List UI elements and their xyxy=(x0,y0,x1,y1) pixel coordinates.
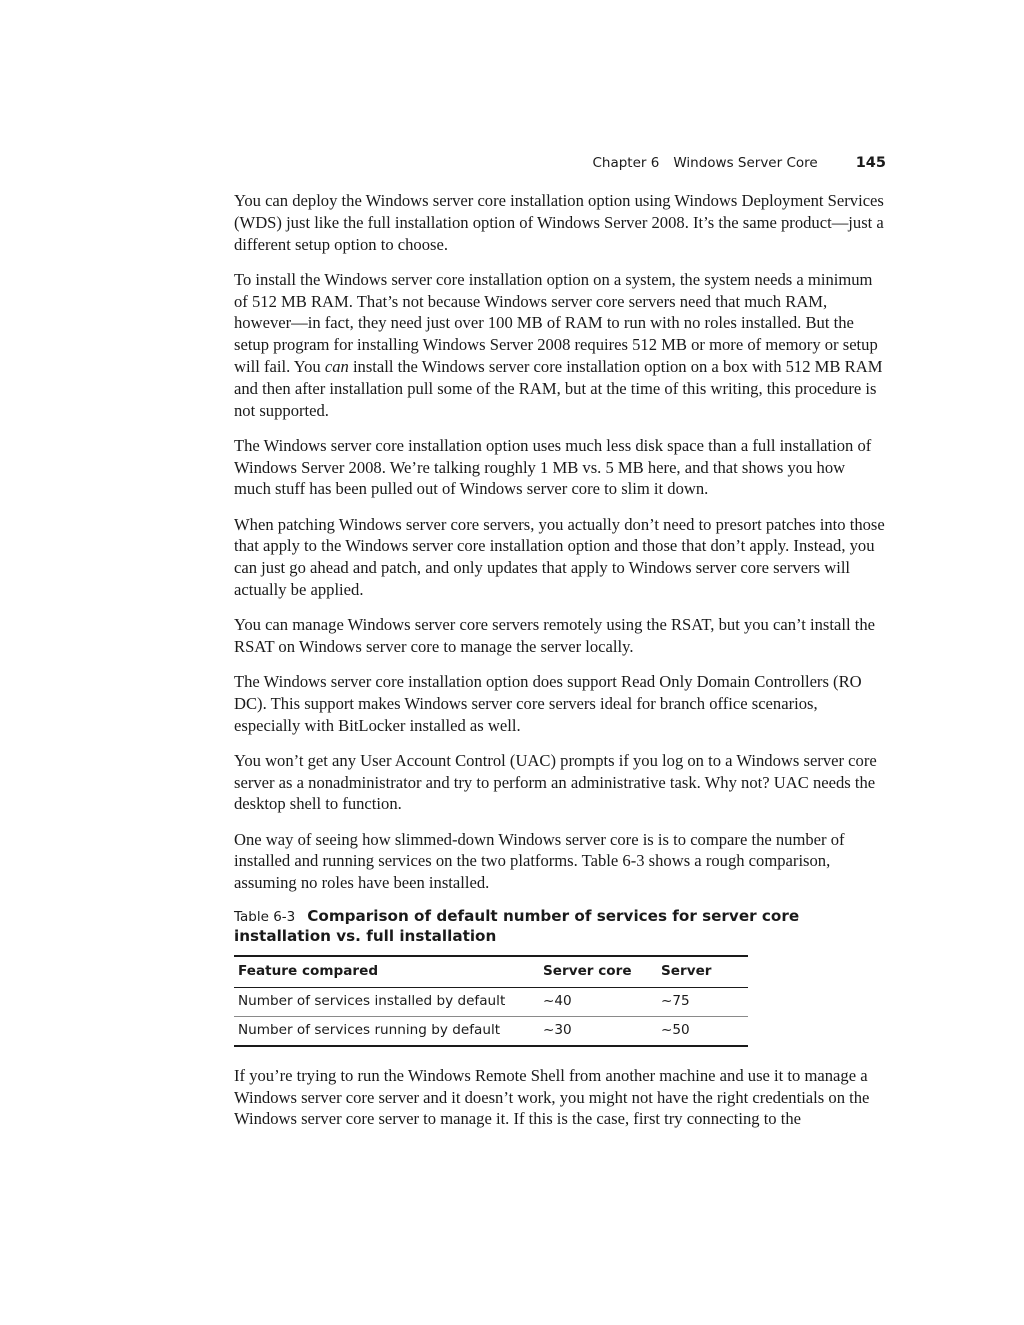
paragraph-rodc: The Windows server core installation option does support Read Only Domain Controllers (RO DC). This support makes Windows server core servers ideal for branch office scenarios, especially with BitLocker installed as well. xyxy=(234,672,862,735)
header-feature: Feature compared xyxy=(234,956,539,987)
emphasis-can: can xyxy=(324,356,349,376)
cell-server-core: ~40 xyxy=(539,988,657,1017)
cell-server: ~75 xyxy=(657,988,748,1017)
page-number: 145 xyxy=(855,155,886,171)
cell-server: ~50 xyxy=(657,1017,748,1046)
running-header xyxy=(560,155,886,171)
paragraph-services-compare: One way of seeing how slimmed-down Windows server core is is to compare the number of installed and running services on the two platforms. Table 6-3 shows a rough comparison, assuming no roles have been installed. xyxy=(234,829,845,893)
table-caption xyxy=(234,907,854,945)
table-row xyxy=(234,988,748,1017)
paragraph-wds: You can deploy the Windows server core installation option using Windows Deployment Services (WDS) just like the full installation option of Windows Server 2008. It’s the same product—just a different setup option to choose. xyxy=(234,191,884,254)
paragraph-uac: You won’t get any User Account Control (UAC) prompts if you log on to a Windows server core server as a nonadministrator and try to perform an administrative task. Why not? UAC needs the desktop shell to function. xyxy=(234,750,877,814)
cell-feature: Number of services installed by default xyxy=(234,988,539,1017)
table-header-row xyxy=(234,956,748,987)
paragraph-ram-part1: To install the Windows server core installation option on a system, the system needs a minimum of 512 MB RAM. That’s not because Windows server core servers need that much RAM, however—in fact, they need just over 100 MB of RAM to run with no roles installed. But the setup program for installing Windows Server 2008 requires 512 MB or more of memory or setup will fail. You xyxy=(234,269,878,376)
table-label: Table 6-3 xyxy=(234,909,296,926)
table-row xyxy=(234,1017,748,1046)
table-caption-text: Comparison of default number of services for server core installation vs. full installation xyxy=(234,907,800,945)
paragraph-patching: When patching Windows server core servers, you actually don’t need to presort patches into those that apply to the Windows server core installation option and those that don’t apply. Instead, you can just go ahead and patch, and only updates that apply to Windows server core servers will actually be applied. xyxy=(234,514,885,599)
chapter-title: Windows Server Core xyxy=(673,155,818,171)
paragraph-remote-shell: If you’re trying to run the Windows Remote Shell from another machine and use it to manage a Windows server core server and it doesn’t work, you might not have the right credentials on the Windows server core server to manage it. If this is the case, first try connecting to the xyxy=(234,1065,870,1129)
services-comparison-table xyxy=(234,955,748,1046)
header-server: Server xyxy=(657,956,748,987)
cell-server-core: ~30 xyxy=(539,1017,657,1046)
paragraph-rsat: You can manage Windows server core servers remotely using the RSAT, but you can’t install the RSAT on Windows server core to manage the server locally. xyxy=(234,615,875,656)
body-text xyxy=(234,190,886,1144)
cell-feature: Number of services running by default xyxy=(234,1017,539,1046)
header-server-core: Server core xyxy=(539,956,657,987)
paragraph-disk-space: The Windows server core installation option uses much less disk space than a full installation of Windows Server 2008. We’re talking roughly 1 MB vs. 5 MB here, and that shows you how much stuff has been pulled out of Windows server core to slim it down. xyxy=(234,435,872,499)
chapter-label: Chapter 6 xyxy=(592,155,660,171)
paragraph-ram xyxy=(234,269,886,422)
paragraph-ram-part2: install the Windows server core installation option on a box with 512 MB RAM and then after installation pull some of the RAM, but at the time of this writing, this procedure is not supported. xyxy=(234,356,883,420)
